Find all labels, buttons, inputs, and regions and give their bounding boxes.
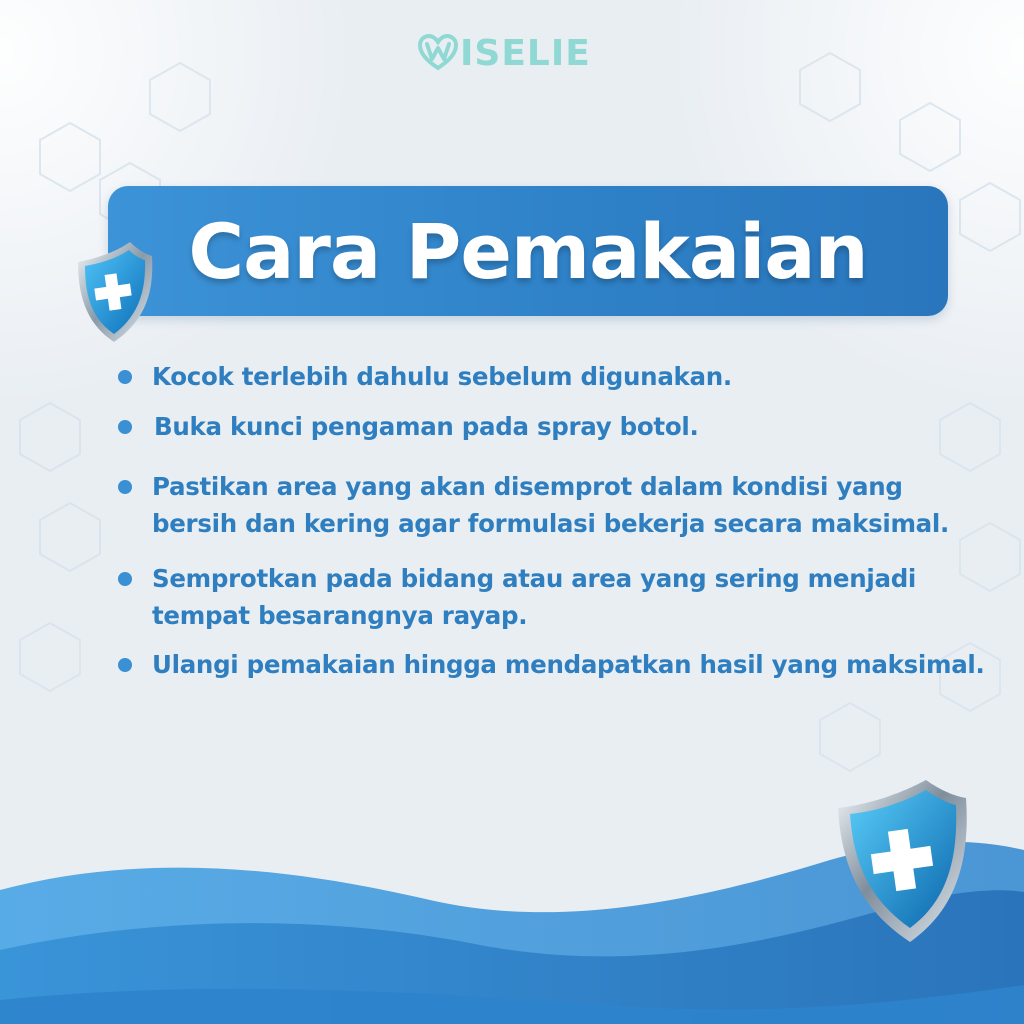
page-title: Cara Pemakaian <box>188 206 868 296</box>
step-text: Ulangi pemakaian hingga mendapatkan hasil yang maksimal. <box>152 650 985 679</box>
step-text: Buka kunci pengaman pada spray botol. <box>154 412 699 441</box>
step-text: Semprotkan pada bidang atau area yang sering menjadi tempat besarangnya rayap. <box>152 564 917 630</box>
bullet-icon <box>118 480 132 494</box>
step-text: Pastikan area yang akan disemprot dalam kondisi yang bersih dan kering agar formulasi bekerja secara maksimal. <box>152 472 950 538</box>
bullet-icon <box>118 420 132 434</box>
brand-name: ISELIE <box>460 32 591 74</box>
bullet-icon <box>118 658 132 672</box>
bullet-icon <box>118 370 132 384</box>
step-text: Kocok terlebih dahulu sebelum digunakan. <box>152 362 732 391</box>
bullet-icon <box>118 572 132 586</box>
